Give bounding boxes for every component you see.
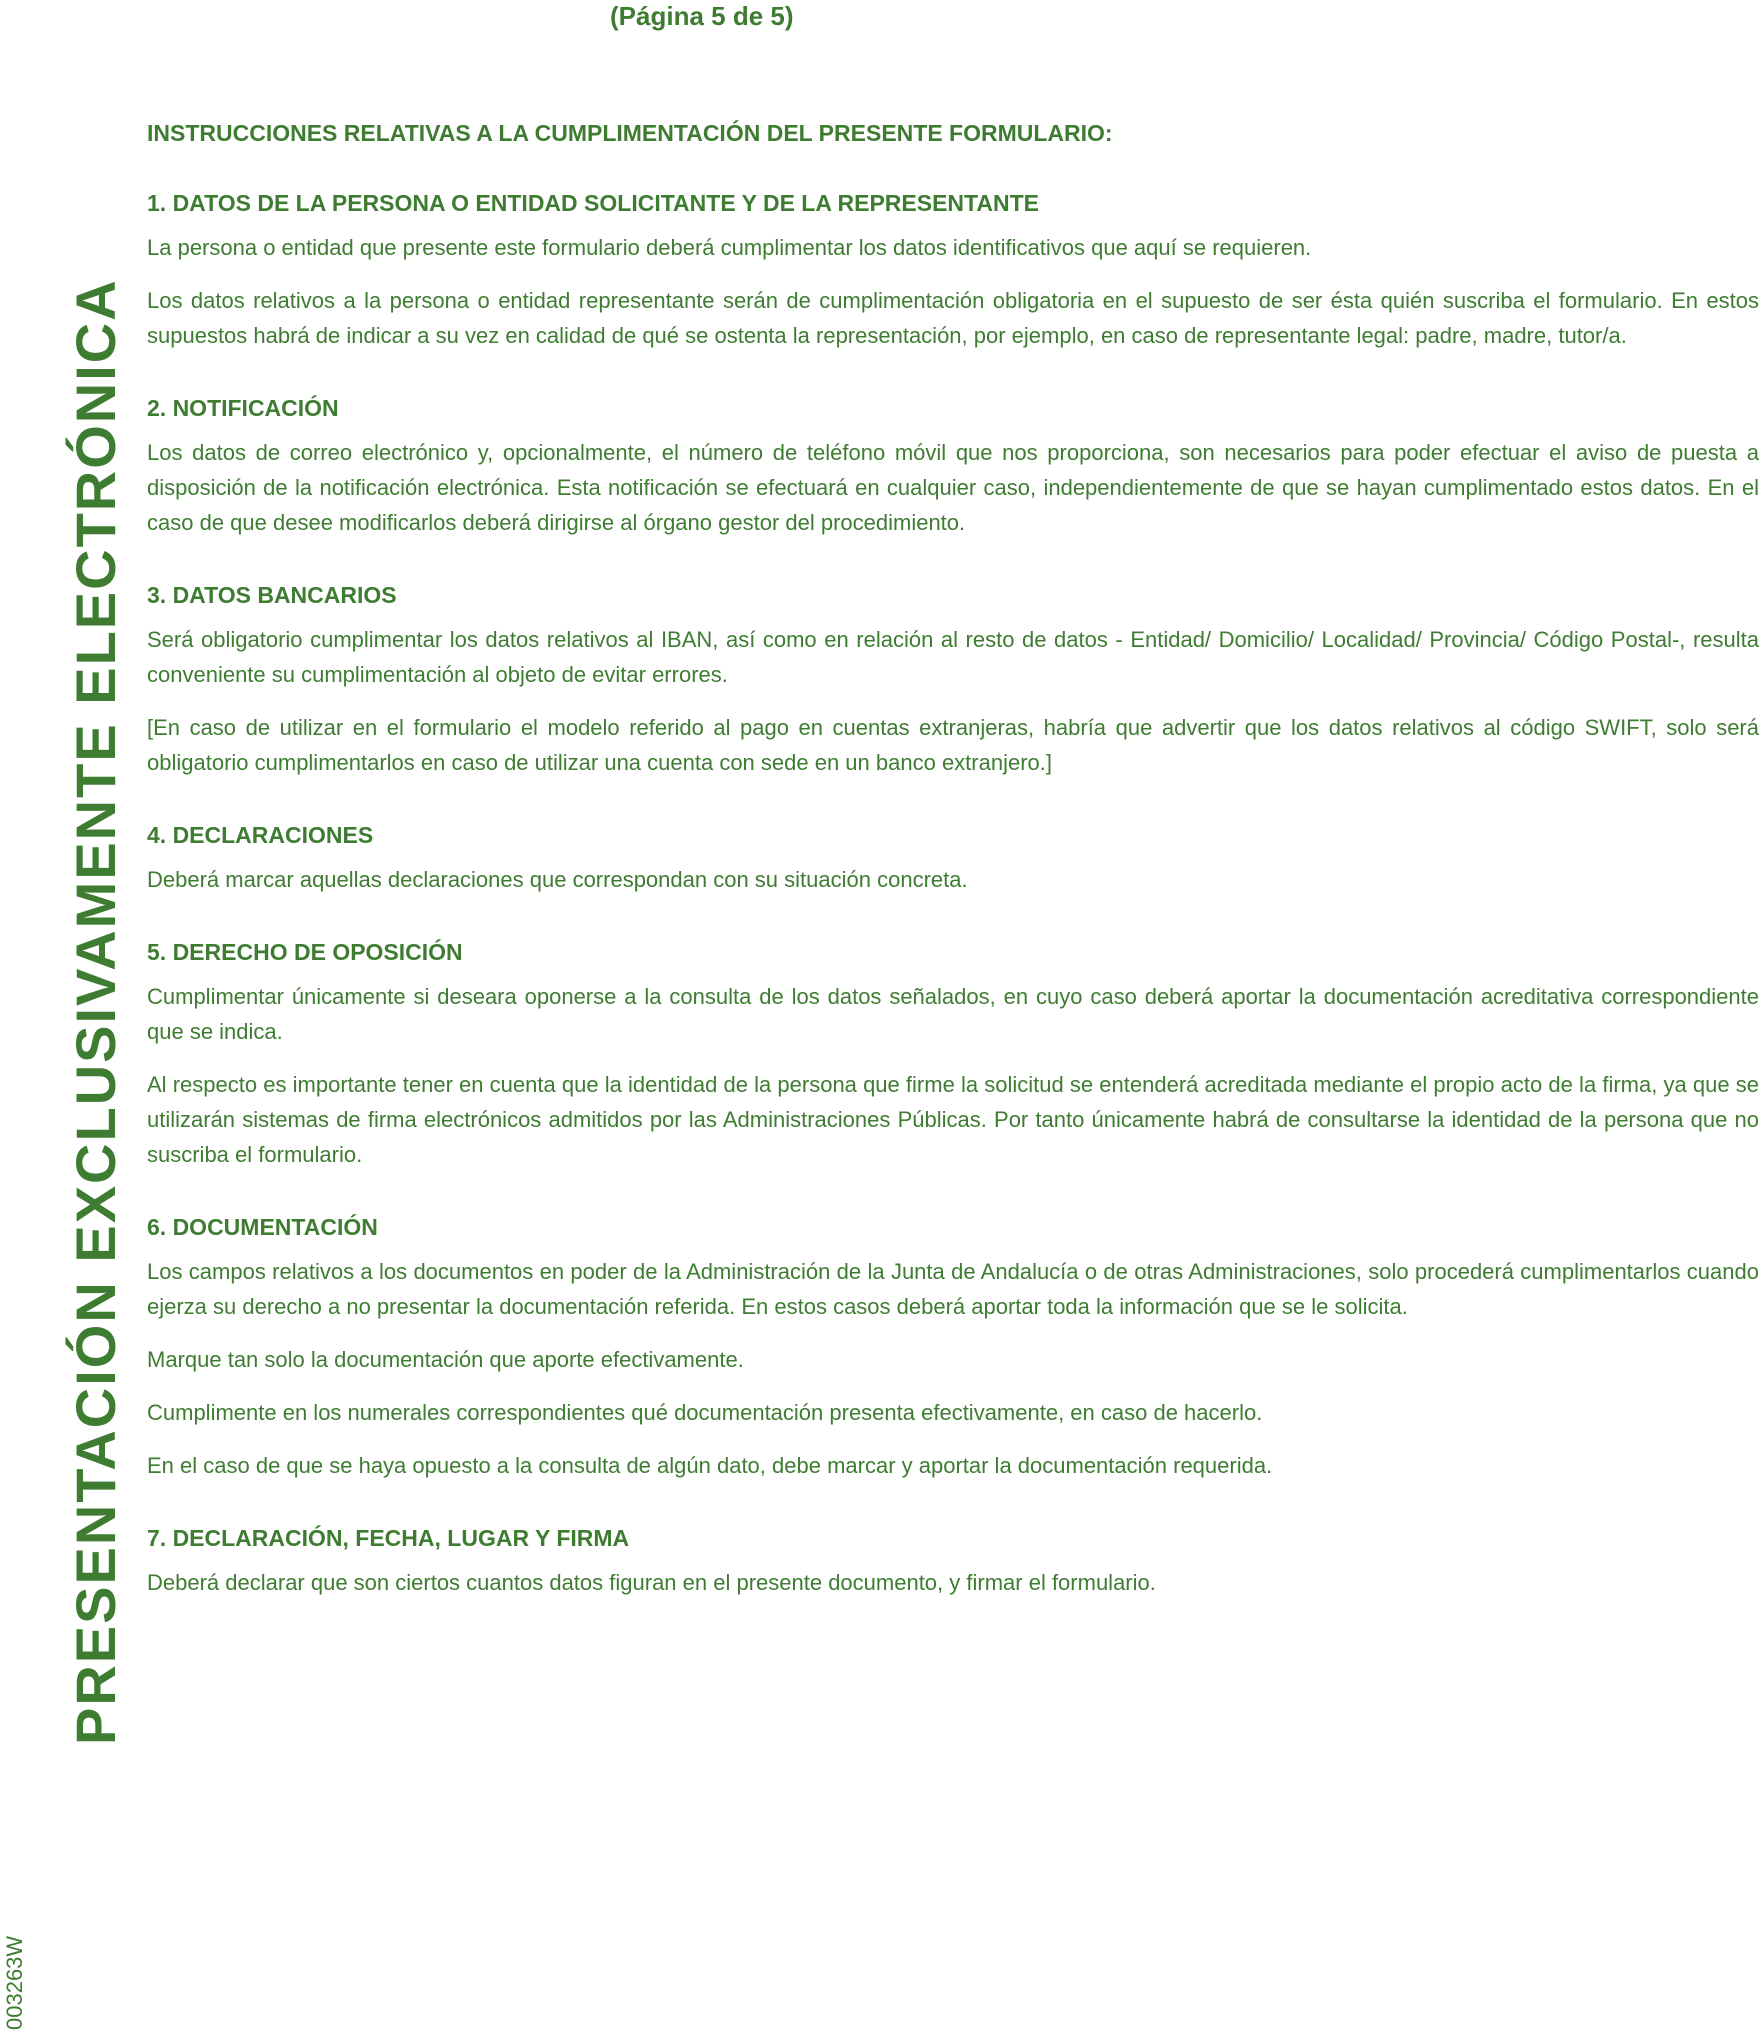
section-paragraph: Marque tan solo la documentación que aporte efectivamente. (147, 1347, 744, 1372)
section-paragraph: Al respecto es importante tener en cuenta que la identidad de la persona que firme la solicitud se entenderá acreditada mediante el propio acto de la firma, ya que se utilizarán sistemas de firma electrónicos admitidos por las Administraciones Públicas. Por tanto únicamente habrá de consultarse la identidad de la persona que no suscriba el formulario. (147, 1072, 1759, 1167)
section-title: 5. DERECHO DE OPOSICIÓN (147, 939, 463, 965)
section-paragraph: Cumplimente en los numerales correspondientes qué documentación presenta efectivamente, en caso de hacerlo. (147, 1400, 1263, 1425)
section-paragraph: La persona o entidad que presente este formulario deberá cumplimentar los datos identificativos que aquí se requieren. (147, 235, 1312, 260)
section-bank-data (147, 580, 1759, 780)
form-code: 003263W (2, 1935, 27, 2030)
section-documentation (147, 1212, 1759, 1483)
section-right-of-opposition (147, 937, 1759, 1172)
instructions-content (147, 112, 1759, 1618)
section-title: 4. DECLARACIONES (147, 822, 374, 848)
side-banner-electronic-only: PRESENTACIÓN EXCLUSIVAMENTE ELECTRÓNICA (64, 278, 127, 1745)
section-title: 3. DATOS BANCARIOS (147, 582, 397, 608)
section-paragraph: Los datos de correo electrónico y, opcionalmente, el número de teléfono móvil que nos proporciona, son necesarios para poder efectuar el aviso de puesta a disposición de la notificación electrónica. Esta notificación se efectuará en cualquier caso, independientemente de que se hayan cumplimentado estos datos. En el caso de que desee modificarlos deberá dirigirse al órgano gestor del procedimiento. (147, 440, 1759, 535)
section-title: 2. NOTIFICACIÓN (147, 395, 339, 421)
section-paragraph: Deberá marcar aquellas declaraciones que correspondan con su situación concreta. (147, 867, 968, 892)
section-paragraph: Cumplimentar únicamente si deseara oponerse a la consulta de los datos señalados, en cuyo caso deberá aportar la documentación acreditativa correspondiente que se indica. (147, 984, 1759, 1044)
section-title: 6. DOCUMENTACIÓN (147, 1214, 378, 1240)
section-paragraph: Deberá declarar que son ciertos cuantos datos figuran en el presente documento, y firmar el formulario. (147, 1570, 1156, 1595)
instructions-title: INSTRUCCIONES RELATIVAS A LA CUMPLIMENTACIÓN DEL PRESENTE FORMULARIO: (147, 120, 1113, 146)
section-paragraph: Será obligatorio cumplimentar los datos relativos al IBAN, así como en relación al resto de datos - Entidad/ Domicilio/ Localidad/ Provincia/ Código Postal-, resulta conveniente su cumplimentación al objeto de evitar errores. (147, 627, 1759, 687)
section-notification (147, 393, 1759, 540)
section-title: 1. DATOS DE LA PERSONA O ENTIDAD SOLICITANTE Y DE LA REPRESENTANTE (147, 190, 1039, 216)
section-paragraph: En el caso de que se haya opuesto a la consulta de algún dato, debe marcar y aportar la documentación requerida. (147, 1453, 1273, 1478)
section-title: 7. DECLARACIÓN, FECHA, LUGAR Y FIRMA (147, 1525, 630, 1551)
page-indicator: (Página 5 de 5) (610, 1, 794, 31)
section-paragraph: Los campos relativos a los documentos en poder de la Administración de la Junta de Andalucía o de otras Administraciones, solo procederá cumplimentarlos cuando ejerza su derecho a no presentar la documentación referida. En estos casos deberá aportar toda la información que se le solicita. (147, 1259, 1759, 1319)
section-paragraph: Los datos relativos a la persona o entidad representante serán de cumplimentación obligatoria en el supuesto de ser ésta quién suscriba el formulario. En estos supuestos habrá de indicar a su vez en calidad de qué se ostenta la representación, por ejemplo, en caso de representante legal: padre, madre, tutor/a. (147, 288, 1759, 348)
section-paragraph: [En caso de utilizar en el formulario el modelo referido al pago en cuentas extranjeras, habría que advertir que los datos relativos al código SWIFT, solo será obligatorio cumplimentarlos en caso de utilizar una cuenta con sede en un banco extranjero.] (147, 715, 1759, 775)
section-declaration-date-signature (147, 1523, 1759, 1600)
section-applicant-data (147, 188, 1759, 353)
section-declarations (147, 820, 1759, 897)
